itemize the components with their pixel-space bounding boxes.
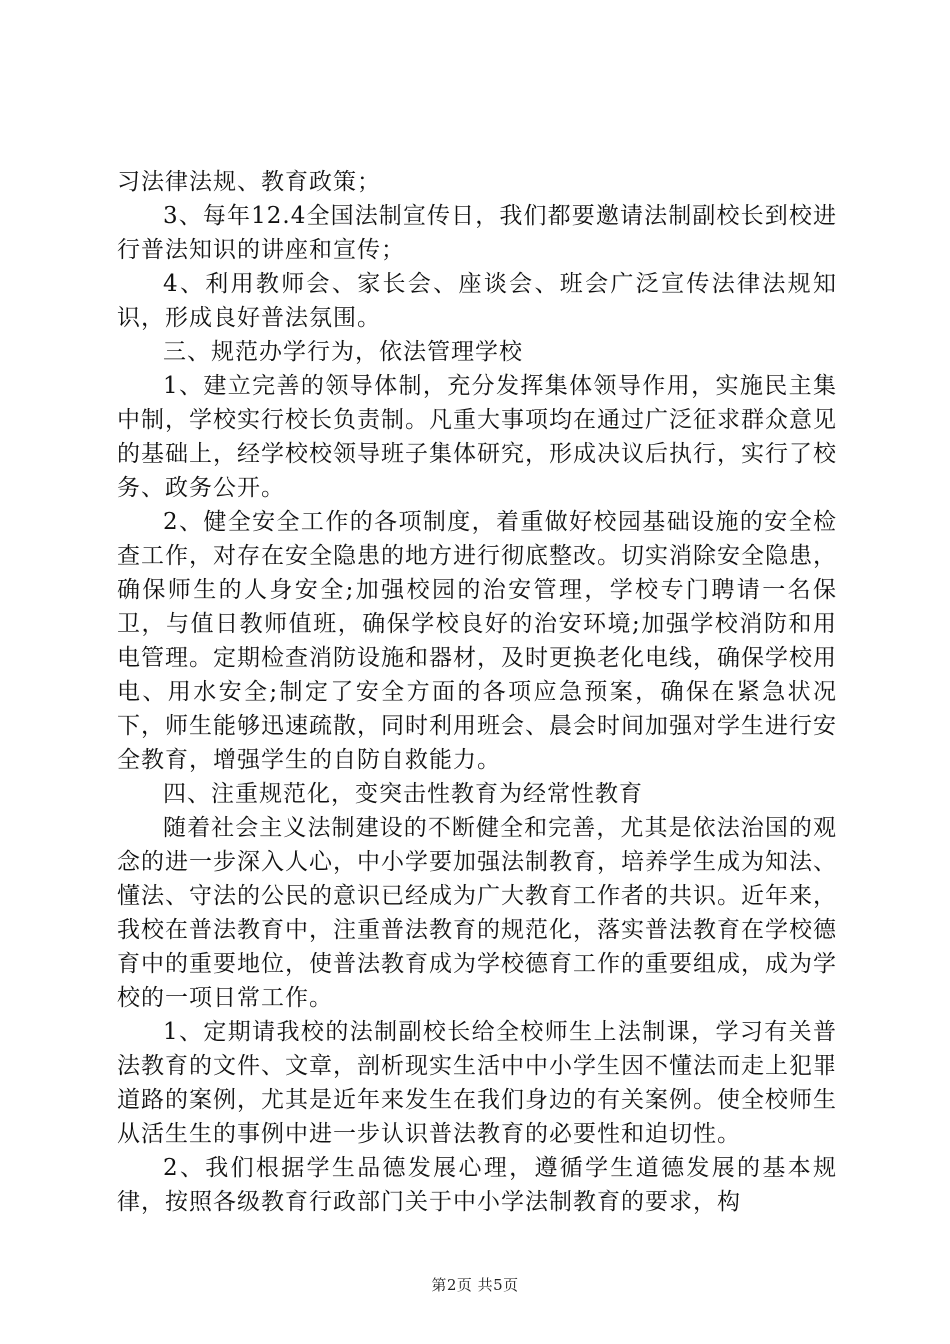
document-body: [117, 165, 837, 1219]
paragraph: 1、建立完善的领导体制，充分发挥集体领导作用，实施民主集中制，学校实行校长负责制。凡重大事项均在通过广泛征求群众意见的基础上，经学校校领导班子集体研究，形成决议后执行，实行了校务、政务公开。: [117, 373, 837, 501]
paragraph: 3、每年12.4全国法制宣传日，我们都要邀请法制副校长到校进行普法知识的讲座和宣传；: [117, 203, 837, 263]
page-number: 第2页 共5页: [431, 1276, 519, 1294]
section-heading: 四、注重规范化，变突击性教育为经常性教育: [163, 781, 643, 807]
paragraph: 4、利用教师会、家长会、座谈会、班会广泛宣传法律法规知识，形成良好普法氛围。: [117, 271, 837, 331]
section-heading: 三、规范办学行为，依法管理学校: [163, 339, 523, 365]
paragraph: 习法律法规、教育政策；: [117, 169, 381, 195]
page-footer: [0, 1274, 950, 1295]
paragraph: 1、定期请我校的法制副校长给全校师生上法制课，学习有关普法教育的文件、文章，剖析现实生活中中小学生因不懂法而走上犯罪道路的案例，尤其是近年来发生在我们身边的有关案例。使全校师生从活生生的事例中进一步认识普法教育的必要性和迫切性。: [117, 1019, 837, 1147]
paragraph: 随着社会主义法制建设的不断健全和完善，尤其是依法治国的观念的进一步深入人心，中小学要加强法制教育，培养学生成为知法、懂法、守法的公民的意识已经成为广大教育工作者的共识。近年来，我校在普法教育中，注重普法教育的规范化，落实普法教育在学校德育中的重要地位，使普法教育成为学校德育工作的重要组成，成为学校的一项日常工作。: [117, 815, 837, 1011]
paragraph: 2、健全安全工作的各项制度，着重做好校园基础设施的安全检查工作，对存在安全隐患的地方进行彻底整改。切实消除安全隐患，确保师生的人身安全;加强校园的治安管理，学校专门聘请一名保卫，与值日教师值班，确保学校良好的治安环境;加强学校消防和用电管理。定期检查消防设施和器材，及时更换老化电线，确保学校用电、用水安全;制定了安全方面的各项应急预案，确保在紧急状况下，师生能够迅速疏散，同时利用班会、晨会时间加强对学生进行安全教育，增强学生的自防自救能力。: [117, 509, 837, 773]
paragraph: 2、我们根据学生品德发展心理，遵循学生道德发展的基本规律，按照各级教育行政部门关于中小学法制教育的要求，构: [117, 1155, 837, 1215]
